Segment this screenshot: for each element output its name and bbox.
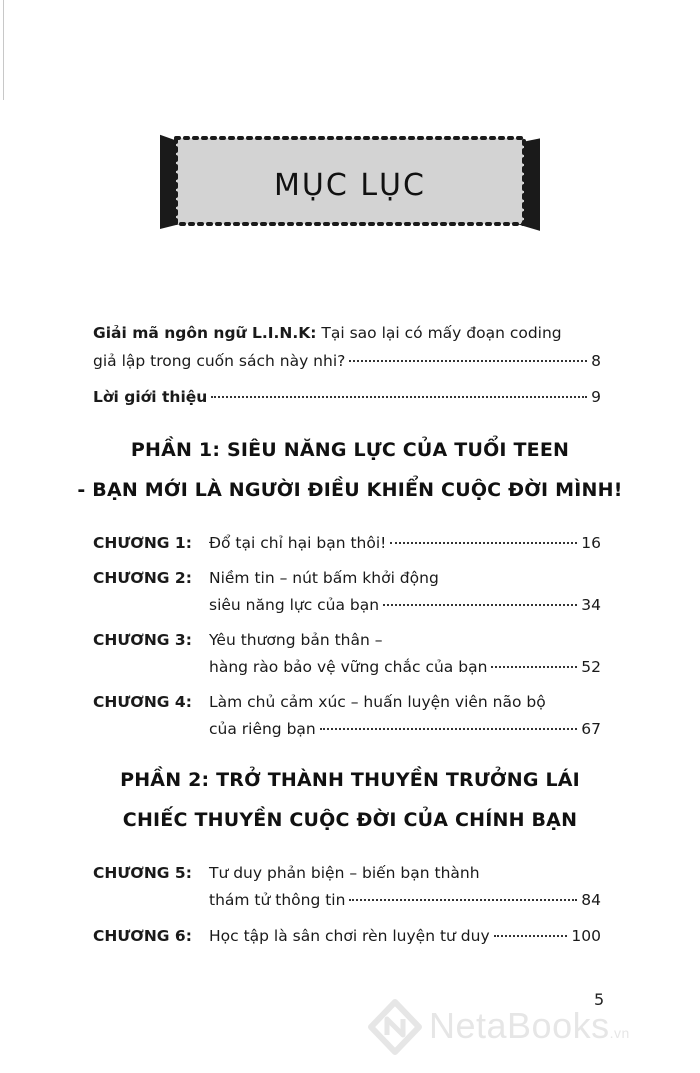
- chapter-title-line2: hàng rào bảo vệ vững chắc của bạn: [209, 658, 488, 676]
- chapter-label: CHƯƠNG 2:: [93, 569, 192, 587]
- toc-chapter-5: [93, 864, 601, 920]
- watermark-text: [429, 1005, 630, 1047]
- chapter-label: CHƯƠNG 6:: [93, 927, 192, 945]
- page-number: 5: [594, 990, 605, 1009]
- chapter-title-line2: của riêng bạn: [209, 720, 316, 738]
- chapter-label: CHƯƠNG 4:: [93, 693, 192, 711]
- toc-chapter-4: [93, 693, 601, 749]
- part-heading-line1: PHẦN 2: TRỞ THÀNH THUYỀN TRƯỞNG LÁI: [120, 769, 580, 791]
- toc-page-number: 8: [591, 352, 601, 370]
- toc-page-number: 9: [591, 388, 601, 406]
- toc-entry-text: Tại sao lại có mấy đoạn coding: [316, 324, 562, 342]
- chapter-title: Học tập là sân chơi rèn luyện tư duy: [209, 927, 490, 945]
- watermark-suffix: .vn: [609, 1025, 630, 1041]
- toc-chapter-2: [93, 569, 601, 625]
- chapter-label: CHƯƠNG 1:: [93, 534, 192, 552]
- toc-entry-text-line2: giả lập trong cuốn sách này nhi?: [93, 352, 346, 370]
- chapter-label: CHƯƠNG 5:: [93, 864, 192, 882]
- toc-page-number: 100: [571, 927, 601, 945]
- chapter-label: CHƯƠNG 3:: [93, 631, 192, 649]
- dot-leader: [383, 604, 577, 606]
- watermark-brand: NetaBooks: [429, 1005, 610, 1046]
- chapter-title: Niềm tin – nút bấm khởi động: [209, 569, 439, 587]
- dot-leader: [320, 728, 578, 730]
- page-title: MỤC LỤC: [274, 167, 426, 203]
- toc-page-number: 16: [581, 534, 601, 552]
- toc-entry-label: Lời giới thiệu: [93, 388, 208, 406]
- part-heading-1: [60, 430, 640, 510]
- dot-leader: [349, 899, 577, 901]
- chapter-title: Yêu thương bản thân –: [209, 631, 383, 649]
- watermark: [365, 997, 695, 1057]
- part-heading-2: [60, 760, 640, 840]
- toc-page-number: 34: [581, 596, 601, 614]
- chapter-title-line2: thám tử thông tin: [209, 891, 346, 909]
- toc-entry-label: Giải mã ngôn ngữ L.I.N.K:: [93, 324, 317, 342]
- chapter-title-line2: siêu năng lực của bạn: [209, 596, 380, 614]
- toc-page-number: 67: [581, 720, 601, 738]
- part-heading-line2: - BẠN MỚI LÀ NGƯỜI ĐIỀU KHIỂN CUỘC ĐỜI MÌNH!: [77, 479, 623, 501]
- page-edge-line: [3, 0, 4, 100]
- part-heading-line1: PHẦN 1: SIÊU NĂNG LỰC CỦA TUỔI TEEN: [130, 439, 570, 461]
- chapter-title: Đổ tại chỉ hại bạn thôi!: [209, 534, 387, 552]
- toc-entry-intro: [93, 387, 601, 415]
- chapter-title: Tư duy phản biện – biến bạn thành: [209, 864, 480, 882]
- toc-entry-link: [93, 323, 601, 379]
- dot-leader: [349, 360, 587, 362]
- dot-leader: [390, 542, 577, 544]
- part-heading-line2: CHIẾC THUYỀN CUỘC ĐỜI CỦA CHÍNH BẠN: [122, 809, 578, 831]
- toc-chapter-1: [93, 534, 601, 562]
- netabooks-logo-icon: [367, 999, 423, 1055]
- toc-chapter-3: [93, 631, 601, 687]
- chapter-title: Làm chủ cảm xúc – huấn luyện viên não bộ: [209, 693, 546, 711]
- toc-chapter-6: [93, 927, 601, 955]
- toc-page-number: 84: [581, 891, 601, 909]
- title-badge: [160, 130, 540, 240]
- dot-leader: [494, 935, 568, 937]
- dot-leader: [211, 396, 587, 398]
- dot-leader: [491, 666, 577, 668]
- toc-page-number: 52: [581, 658, 601, 676]
